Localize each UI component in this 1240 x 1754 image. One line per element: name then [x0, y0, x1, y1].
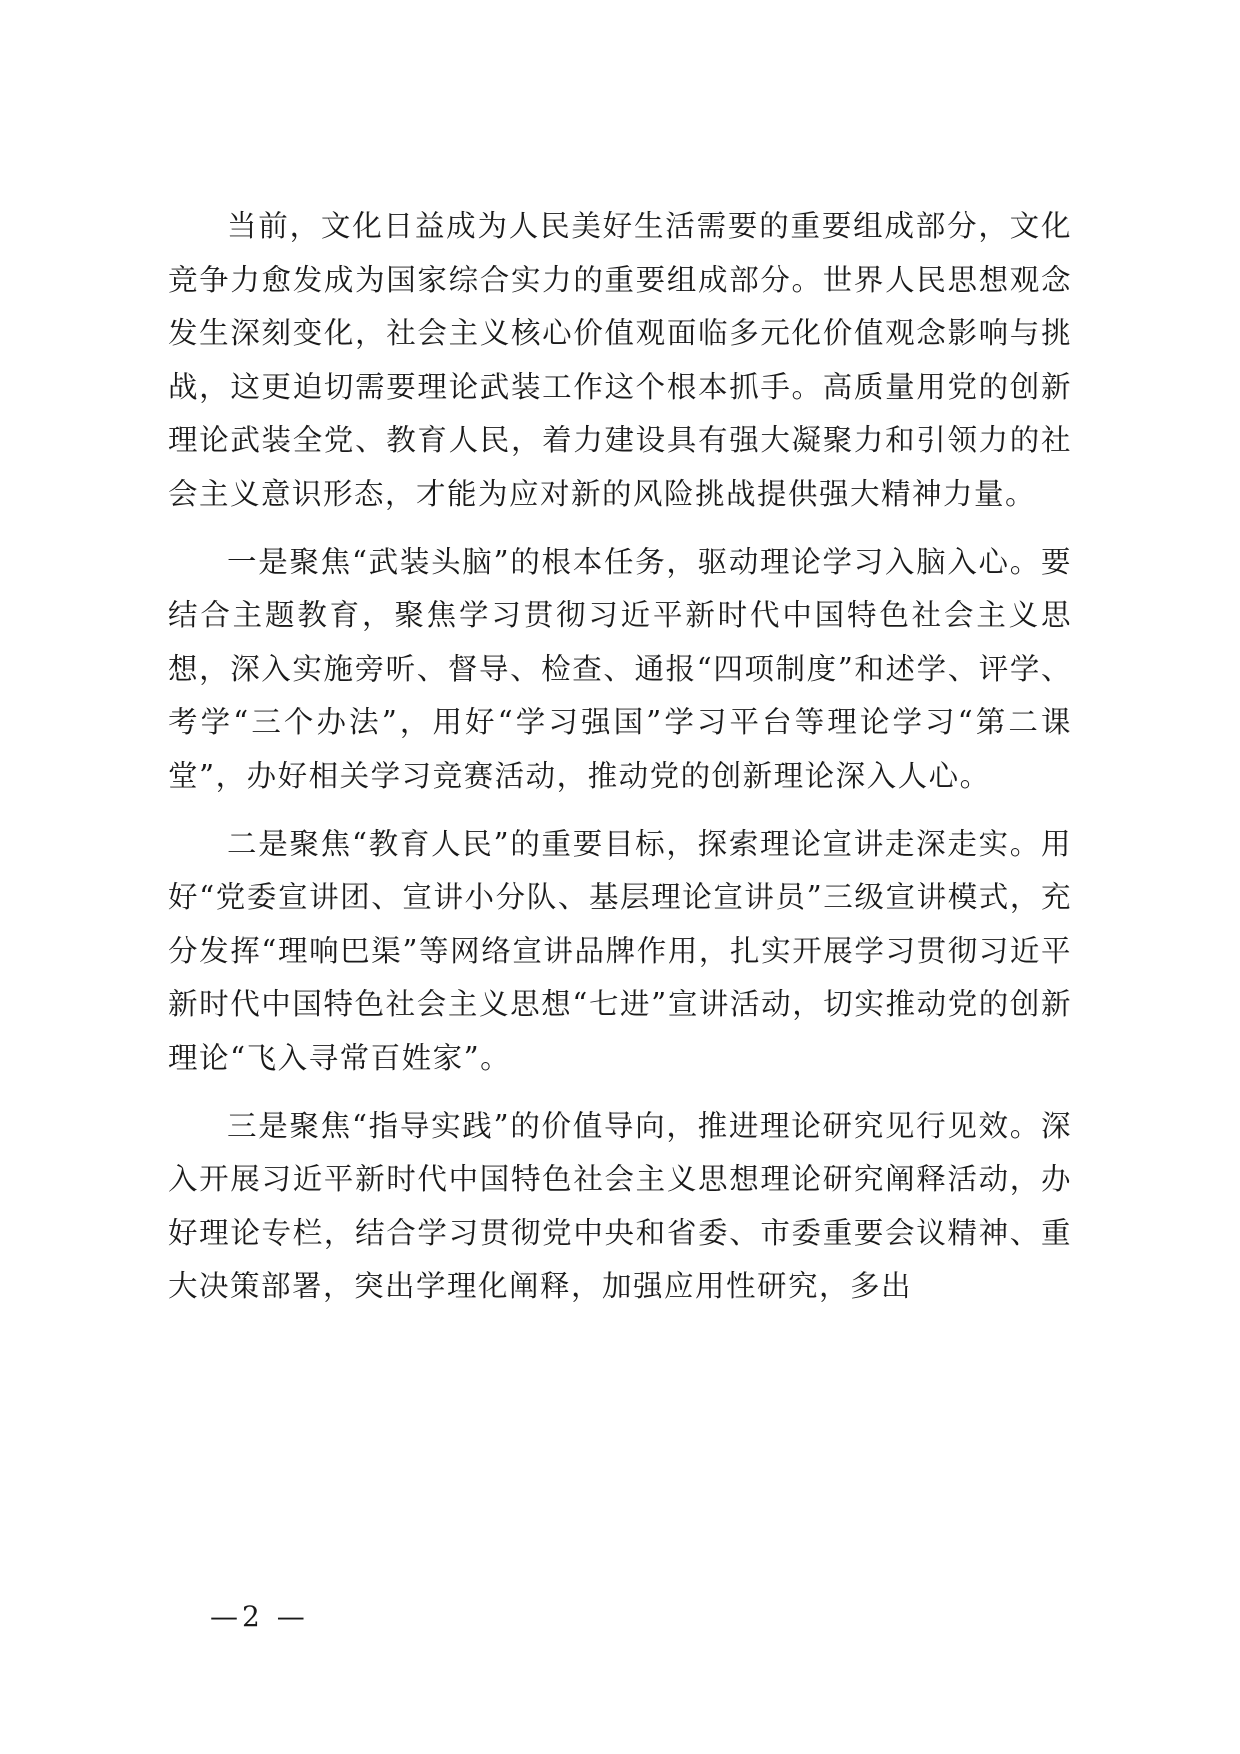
paragraph-intro: 当前，文化日益成为人民美好生活需要的重要组成部分，文化竞争力愈发成为国家综合实力的重要组成部分。世界人民思想观念发生深刻变化，社会主义核心价值观面临多元化价值观念影响与挑战，这更迫切需要理论武装工作这个根本抓手。高质量用党的创新理论武装全党、教育人民，着力建设具有强大凝聚力和引领力的社会主义意识形态，才能为应对新的风险挑战提供强大精神力量。	[168, 209, 1072, 511]
document-body	[168, 200, 1072, 1328]
page-number: —2 —	[210, 1600, 309, 1633]
paragraph-point-one: 一是聚焦“武装头脑”的根本任务，驱动理论学习入脑入心。要结合主题教育，聚焦学习贯彻习近平新时代中国特色社会主义思想，深入实施旁听、督导、检查、通报“四项制度”和述学、评学、考学“三个办法”，用好“学习强国”学习平台等理论学习“第二课堂”，办好相关学习竞赛活动，推动党的创新理论深入人心。	[168, 544, 1072, 793]
paragraph-point-three: 三是聚焦“指导实践”的价值导向，推进理论研究见行见效。深入开展习近平新时代中国特色社会主义思想理论研究阐释活动，办好理论专栏，结合学习贯彻党中央和省委、市委重要会议精神、重大决策部署，突出学理化阐释，加强应用性研究，多出	[168, 1108, 1072, 1304]
paragraph-point-two: 二是聚焦“教育人民”的重要目标，探索理论宣讲走深走实。用好“党委宣讲团、宣讲小分队、基层理论宣讲员”三级宣讲模式，充分发挥“理响巴渠”等网络宣讲品牌作用，扎实开展学习贯彻习近平新时代中国特色社会主义思想“七进”宣讲活动，切实推动党的创新理论“飞入寻常百姓家”。	[168, 826, 1072, 1075]
